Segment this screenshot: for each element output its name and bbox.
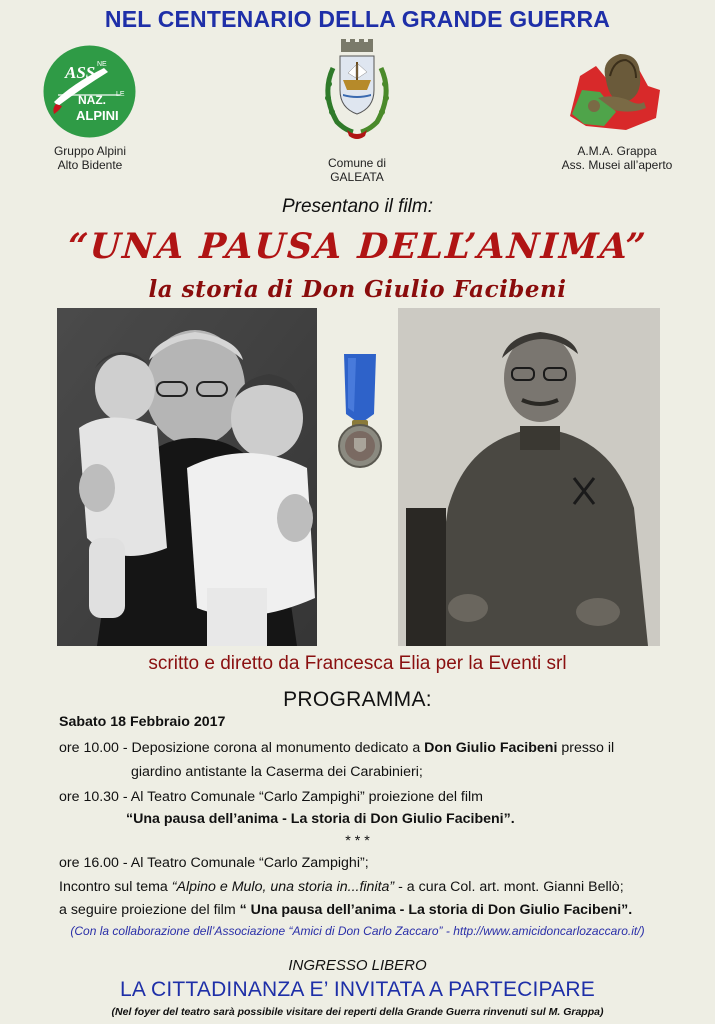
program-item-1030: ore 10.30 - Al Teatro Comunale “Carlo Zampighi” proiezione del film [59,789,483,805]
alpini-caption-line1: Gruppo Alpini [53,144,127,158]
foyer-note: (Nel foyer del teatro sarà possibile visitare dei reperti della Grande Guerra rinvenuti sul M. Grappa) [111,1006,604,1018]
alpini-badge-alpini: ALPINI [76,108,119,123]
helmet-icon [566,46,664,134]
ingresso-libero: INGRESSO LIBERO [288,957,427,974]
alpini-badge-ne: NE [97,61,107,68]
program-item-1030-film [126,811,515,827]
program-item-1000-prefix: ore 10.00 - Deposizione corona al monumento dedicato a [59,740,425,756]
crest-icon [315,38,399,150]
film-subtitle: la storia di Don Giulio Facibeni [148,276,567,303]
program-incontro-suffix: - a cura Col. art. mont. Gianni Bellò; [394,879,624,895]
program-incontro-prefix: Incontro sul tema [59,879,172,895]
photo-soldier [398,308,660,646]
comune-caption-line1: Comune di [327,156,387,170]
photo-priest-children [57,308,317,646]
program-date-text: Sabato 18 Febbraio 2017 [59,714,226,730]
film-title: “UNA PAUSA DELL’ANIMA” [66,226,649,267]
alpini-badge-le: LE [116,91,125,98]
program-heading: PROGRAMMA: [283,688,432,711]
medal-image [334,354,386,472]
alpini-caption-line2: Alto Bidente [57,158,123,172]
page-headline: NEL CENTENARIO DELLA GRANDE GUERRA [104,6,611,32]
program-item-1000-name: Don Giulio Facibeni [424,740,558,756]
program-separator: * * * [345,833,370,849]
program-date [59,714,225,730]
ama-logo [566,46,664,134]
comune-caption [297,156,417,184]
invitation-line: LA CITTADINANZA E’ INVITATA A PARTECIPARE [120,978,595,1001]
program-item-1000-cont: giardino antistante la Caserma dei Carabinieri; [131,764,423,780]
alpini-logo [42,44,137,139]
credits-line: scritto e diretto da Francesca Elia per la Eventi srl [148,653,567,674]
priest-children-photo-icon [57,308,317,646]
program-item-incontro [59,879,624,895]
collaboration-note: (Con la collaborazione dell’Associazione “Amici di Don Carlo Zaccaro” - http://www.amicidoncarlozaccaro.it/) [70,924,645,938]
program-item-1030-film-title: “Una pausa dell’anima - La storia di Don Giulio Facibeni”. [126,811,515,827]
program-item-1000 [59,740,614,756]
ama-caption-line1: A.M.A. Grappa [577,144,657,158]
intro-text: Presentano il film: [281,196,433,217]
program-incontro-theme: “Alpino e Mulo, una storia in...finita” [171,879,395,895]
ama-caption [552,144,682,172]
alpini-badge-ass: ASS. [65,63,100,82]
program-proiezione-film: “ Una pausa dell’anima - La storia di Don Giulio Facibeni”. [239,902,633,918]
galeata-crest [315,38,399,150]
comune-caption-line2: GALEATA [330,170,384,184]
soldier-photo-icon [398,308,660,646]
ama-caption-line2: Ass. Musei all’aperto [561,158,673,172]
program-item-proiezione [59,902,632,918]
alpini-badge-naz: NAZ. [78,93,106,107]
alpini-badge-icon [42,44,137,139]
program-item-1000-suffix: presso il [557,740,615,756]
medal-icon [334,354,386,472]
program-proiezione-prefix: a seguire proiezione del film [59,902,240,918]
alpini-caption [30,144,150,172]
program-item-1600: ore 16.00 - Al Teatro Comunale “Carlo Zampighi”; [59,855,369,871]
